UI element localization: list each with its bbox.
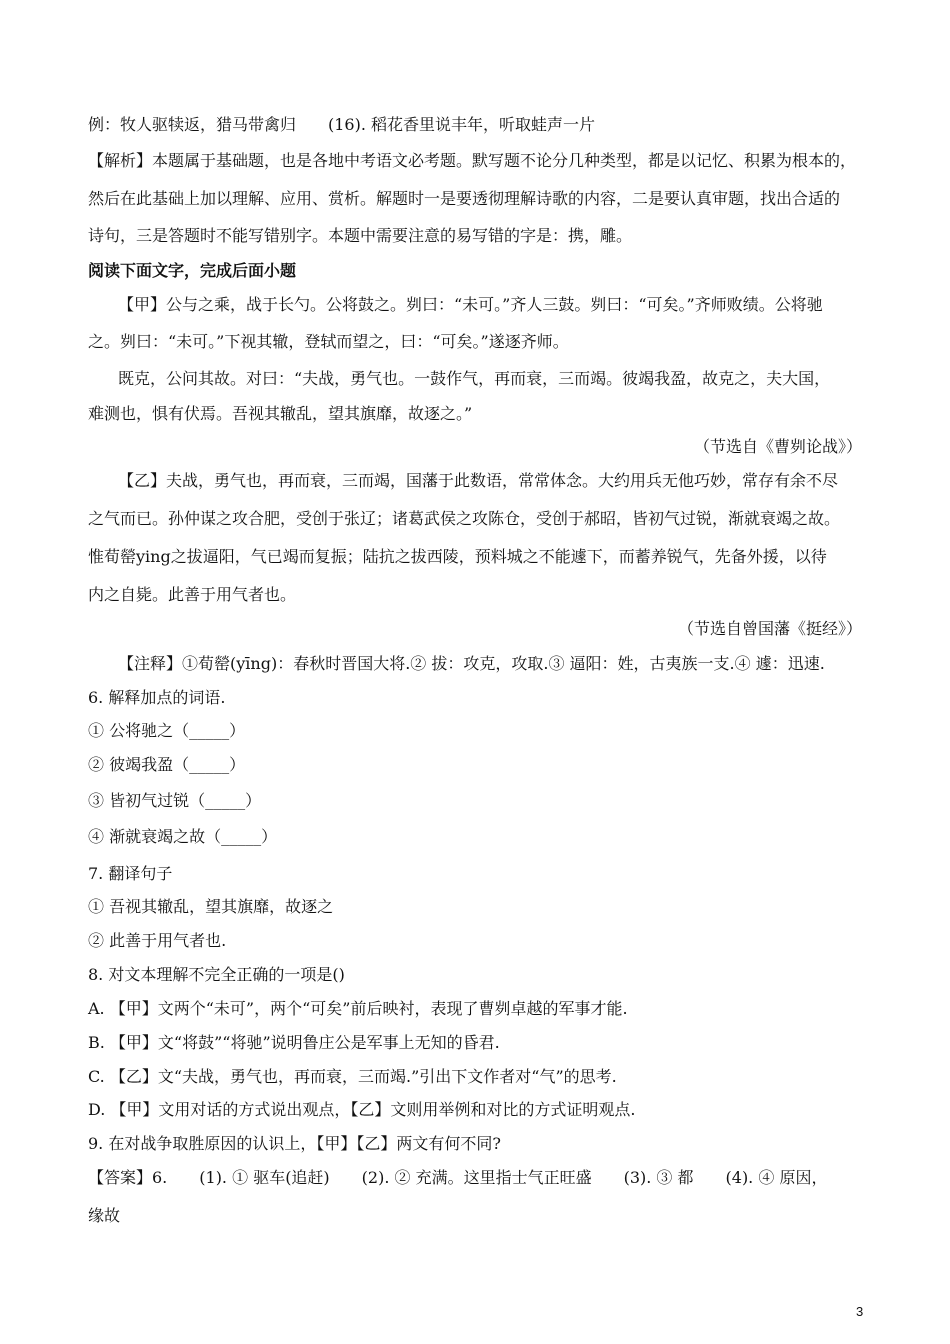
answer-example-line: 例：牧人驱犊返，猎马带禽归 (16). 稻花香里说丰年，听取蛙声一片 (88, 115, 596, 134)
source-yi: （节选自曾国藩《挺经》） (677, 619, 862, 638)
analysis-line-1: 【解析】本题属于基础题，也是各地中考语文必考题。默写题不论分几种类型，都是以记忆、积累为根本的， (88, 151, 857, 170)
question-9: 9. 在对战争取胜原因的认识上，【甲】【乙】两文有何不同? (88, 1134, 501, 1153)
question-7: 7. 翻译句子 (88, 864, 173, 883)
question-8-option-b: B. 【甲】文“将鼓”“将驰”说明鲁庄公是军事上无知的昏君. (88, 1033, 500, 1052)
question-7-item-2: ② 此善于用气者也. (88, 931, 227, 950)
passage-yi-line-3: 惟荀罃ying之拔逼阳，气已竭而复振；陆抗之拔西陵，预料城之不能遽下，而蓄养锐气，先备外援，以待 (88, 547, 827, 566)
question-8-option-d: D. 【甲】文用对话的方式说出观点，【乙】文则用举例和对比的方式证明观点. (88, 1100, 636, 1119)
question-8-option-a: A. 【甲】文两个“未可”，两个“可矣”前后映衬，表现了曹刿卓越的军事才能. (88, 999, 628, 1018)
passage-yi-line-2: 之气而已。孙仲谋之攻合肥，受创于张辽；诸葛武侯之攻陈仓，受创于郝昭，皆初气过锐，渐就衰竭之故。 (88, 509, 841, 528)
passage-yi-line-4: 内之自毙。此善于用气者也。 (88, 585, 297, 604)
passage-jia-line-1: 【甲】公与之乘，战于长勺。公将鼓之。刿曰：“未可。”齐人三鼓。刿曰：“可矣。”齐师败绩。公将驰 (118, 295, 823, 314)
question-6: 6. 解释加点的词语. (88, 688, 226, 707)
analysis-line-3: 诗句，三是答题时不能写错别字。本题中需要注意的易写错的字是：携，雕。 (88, 226, 633, 245)
analysis-line-2: 然后在此基础上加以理解、应用、赏析。解题时一是要透彻理解诗歌的内容，二是要认真审题，找出合适的 (88, 189, 841, 208)
question-6-item-3: ③ 皆初气过锐（_____） (88, 791, 262, 810)
annotation-line: 【注释】①荀罃(yīng)：春秋时晋国大将.② 拔：攻克，攻取.③ 逼阳：姓，古夷族一支.④ 遽：迅速. (118, 654, 825, 673)
passage-jia-line-4: 难测也，惧有伏焉。吾视其辙乱，望其旗靡，故逐之。” (88, 404, 473, 423)
section-heading: 阅读下面文字，完成后面小题 (88, 261, 297, 280)
passage-jia-line-3: 既克，公问其故。对曰：“夫战，勇气也。一鼓作气，再而衰，三而竭。彼竭我盈，故克之，夫大国， (118, 369, 831, 388)
source-jia: （节选自《曹刿论战》） (693, 437, 862, 456)
passage-yi-line-1: 【乙】夫战，勇气也，再而衰，三而竭，国藩于此数语，常常体念。大约用兵无他巧妙，常存有余不尽 (118, 471, 839, 490)
question-8-option-c: C. 【乙】文“夫战，勇气也，再而衰，三而竭.”引出下文作者对“气”的思考. (88, 1067, 617, 1086)
question-6-item-4: ④ 渐就衰竭之故（_____） (88, 827, 278, 846)
question-7-item-1: ① 吾视其辙乱，望其旗靡，故逐之 (88, 897, 334, 916)
answer-line-2: 缘故 (88, 1206, 121, 1225)
answer-line-1: 【答案】6. (1). ① 驱车(追赶) (2). ② 充满。这里指士气正旺盛 (3). ③ 都 (4). ④ 原因， (88, 1168, 828, 1187)
question-6-item-2: ② 彼竭我盈（_____） (88, 755, 246, 774)
passage-jia-line-2: 之。刿曰：“未可。”下视其辙，登轼而望之，曰：“可矣。”遂逐齐师。 (88, 332, 569, 351)
question-6-item-1: ① 公将驰之（_____） (88, 721, 246, 740)
page-number: 3 (856, 1304, 864, 1319)
question-8: 8. 对文本理解不完全正确的一项是() (88, 965, 345, 984)
